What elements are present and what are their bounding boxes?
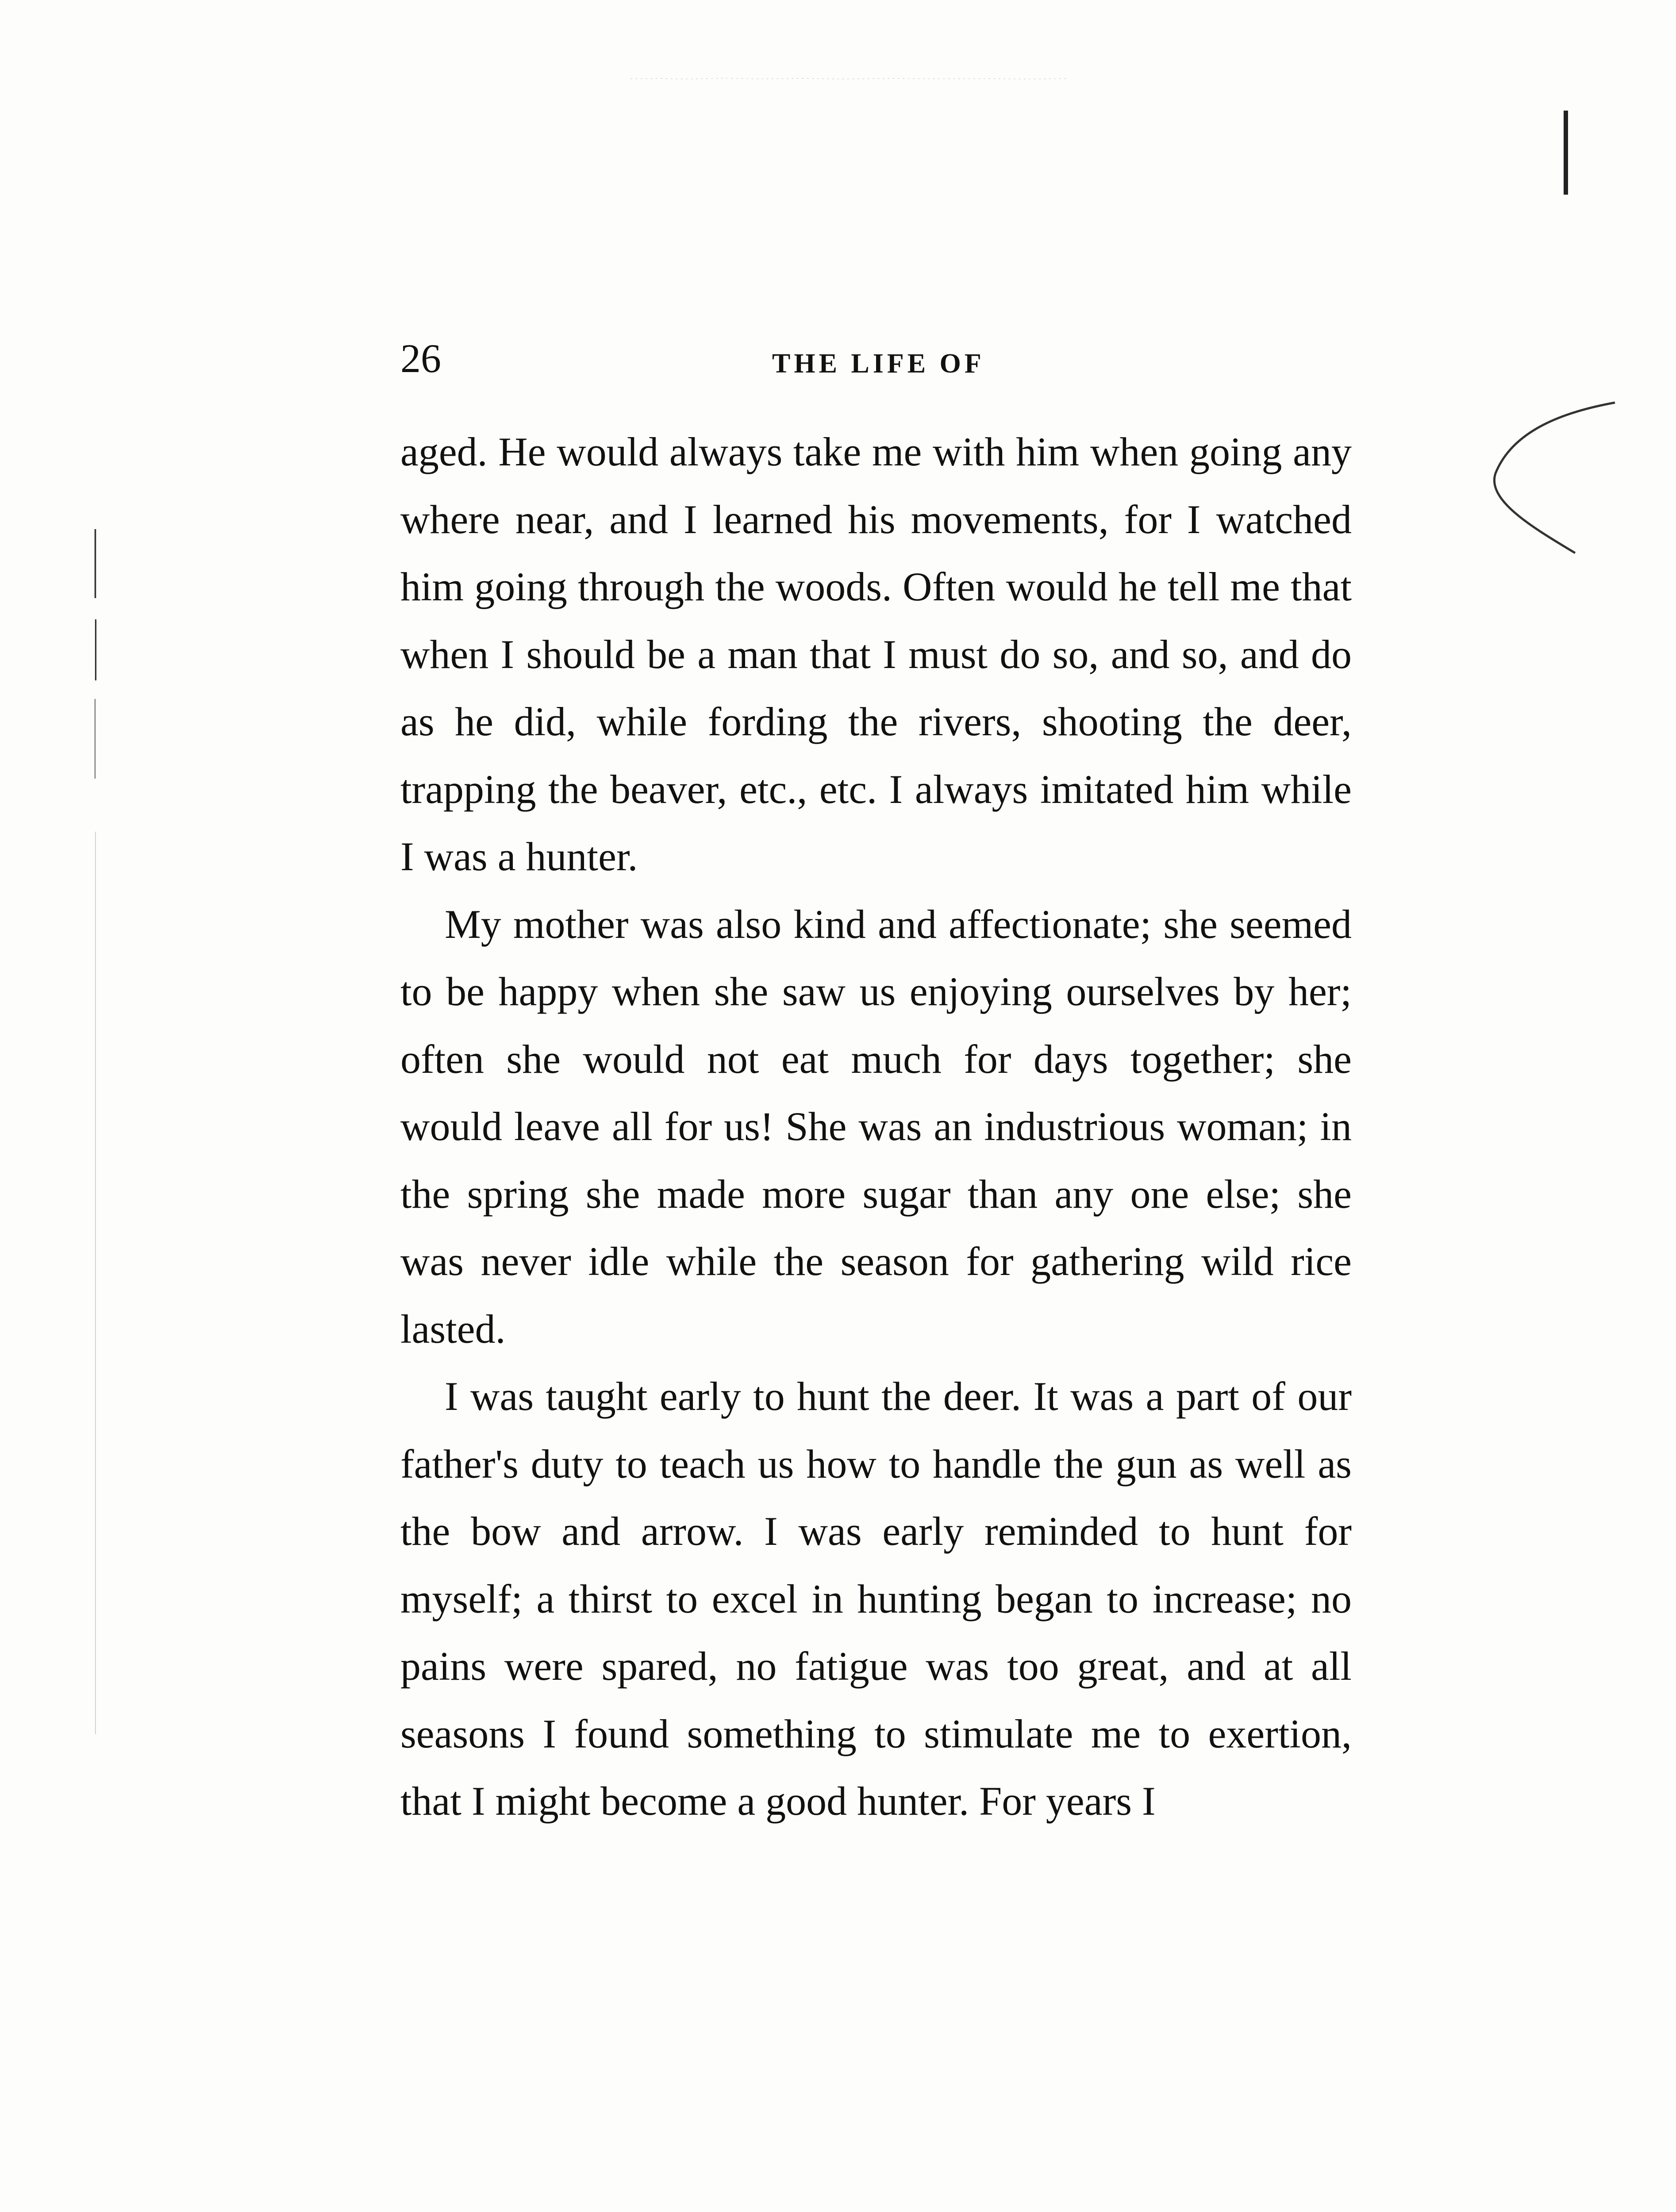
paragraph-3: I was taught early to hunt the deer. It was a part of our father's duty to teach us how to handle the gun as well as the bow and arrow. I was early reminded to hunt for myself; a thirst to excel in hunting began to increase; no pains were spared, no fatigue was too great, and at all seasons I found something to stimulate me to exertion, that I might become a good hunter. For years I [400,1374,1352,1824]
page-number: 26 [400,336,441,381]
scan-left-edge-artifact [93,106,101,2141]
scan-right-mark-artifact [1557,106,1575,204]
scan-top-edge-artifact [119,77,1580,80]
paragraph-2: My mother was also kind and affectionate; she seemed to be happy when she saw us enjoying ourselves by her; often she would not eat much for days together; she would leave all for us! She was an industrious woman; in the spring she made more sugar than any one else; she was never idle while the season for gathering wild rice lasted. [400,901,1352,1352]
running-head: THE LIFE OF [772,349,985,379]
paragraph-1: aged. He would always take me with him when going any where near, and I learned his movements, for I watched him going through the woods. Often would he tell me that when I should be a man that I must do so, and so, and do as he did, while fording the rivers, shooting the deer, trapping the beaver, etc., etc. I always imitated him while I was a hunter. [400,429,1352,879]
body-text [400,418,1352,1835]
page-header [400,330,1352,387]
margin-pencil-arc-artifact [1478,394,1619,562]
